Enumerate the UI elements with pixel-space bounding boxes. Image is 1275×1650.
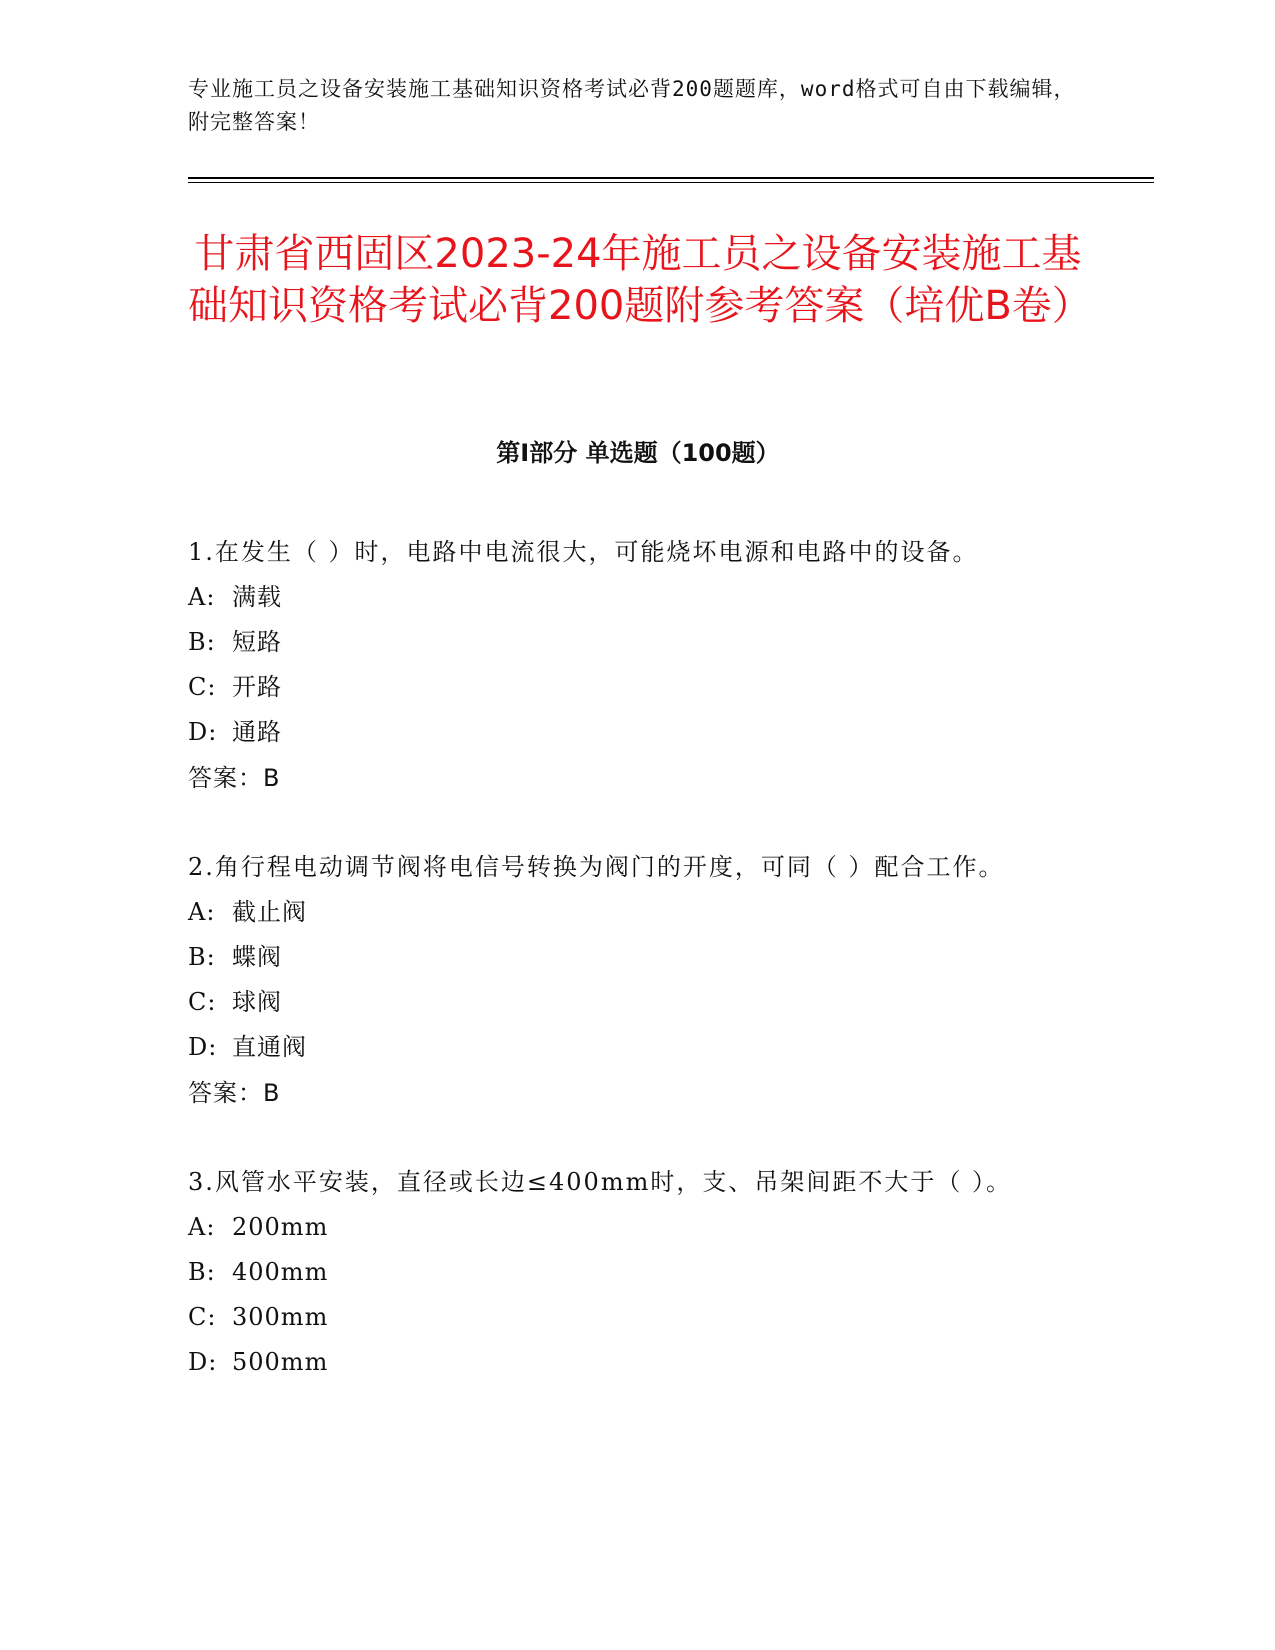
option-c — [188, 980, 1088, 1025]
option-d — [188, 1340, 1088, 1385]
option-key: D: — [188, 718, 218, 746]
option-text: 200mm — [232, 1213, 329, 1241]
option-text: 通路 — [232, 718, 282, 746]
option-text: 直通阀 — [232, 1033, 307, 1061]
option-a — [188, 1205, 1088, 1250]
option-d — [188, 1025, 1088, 1070]
option-text: 满载 — [232, 583, 282, 611]
option-text: 短路 — [232, 628, 282, 656]
question-stem: 2.角行程电动调节阀将电信号转换为阀门的开度，可同（ ）配合工作。 — [188, 853, 1005, 881]
document-title: 甘肃省西固区2023-24年施工员之设备安装施工基础知识资格考试必背200题附参考答案（培优B卷） — [188, 231, 1092, 329]
question-stem: 3.风管水平安装，直径或长边≤400mm时，支、吊架间距不大于（ ）。 — [188, 1168, 1012, 1196]
option-key: A: — [188, 1213, 216, 1241]
option-text: 500mm — [232, 1348, 329, 1376]
option-key: C: — [188, 1303, 217, 1331]
option-key: D: — [188, 1033, 218, 1061]
option-list — [188, 575, 1088, 755]
option-key: B: — [188, 628, 216, 656]
option-key: B: — [188, 943, 216, 971]
question-stem: 1.在发生（ ）时，电路中电流很大，可能烧坏电源和电路中的设备。 — [188, 538, 979, 566]
option-b — [188, 620, 1088, 665]
header-divider-thick — [188, 177, 1154, 179]
option-key: D: — [188, 1348, 218, 1376]
option-text: 400mm — [232, 1258, 329, 1286]
option-b — [188, 1250, 1088, 1295]
header-note: 专业施工员之设备安装施工基础知识资格考试必背200题题库，word格式可自由下载编辑，附完整答案！ — [188, 77, 1076, 134]
option-list — [188, 890, 1088, 1070]
answer-line: 答案：B — [188, 1079, 281, 1107]
option-list — [188, 1205, 1088, 1385]
question-1 — [188, 530, 1088, 801]
option-text: 蝶阀 — [232, 943, 282, 971]
option-d — [188, 710, 1088, 755]
option-key: C: — [188, 988, 217, 1016]
option-key: C: — [188, 673, 217, 701]
option-text: 球阀 — [232, 988, 282, 1016]
option-key: A: — [188, 583, 216, 611]
question-list — [188, 530, 1088, 1429]
option-a — [188, 575, 1088, 620]
question-2 — [188, 845, 1088, 1116]
option-key: A: — [188, 898, 216, 926]
section-heading: 第I部分 单选题（100题） — [496, 439, 780, 467]
option-a — [188, 890, 1088, 935]
option-c — [188, 665, 1088, 710]
option-b — [188, 935, 1088, 980]
option-text: 截止阀 — [232, 898, 307, 926]
question-3 — [188, 1160, 1088, 1385]
option-text: 开路 — [232, 673, 282, 701]
option-text: 300mm — [232, 1303, 329, 1331]
option-c — [188, 1295, 1088, 1340]
header-divider-thin — [188, 182, 1154, 183]
option-key: B: — [188, 1258, 216, 1286]
answer-line: 答案：B — [188, 764, 281, 792]
